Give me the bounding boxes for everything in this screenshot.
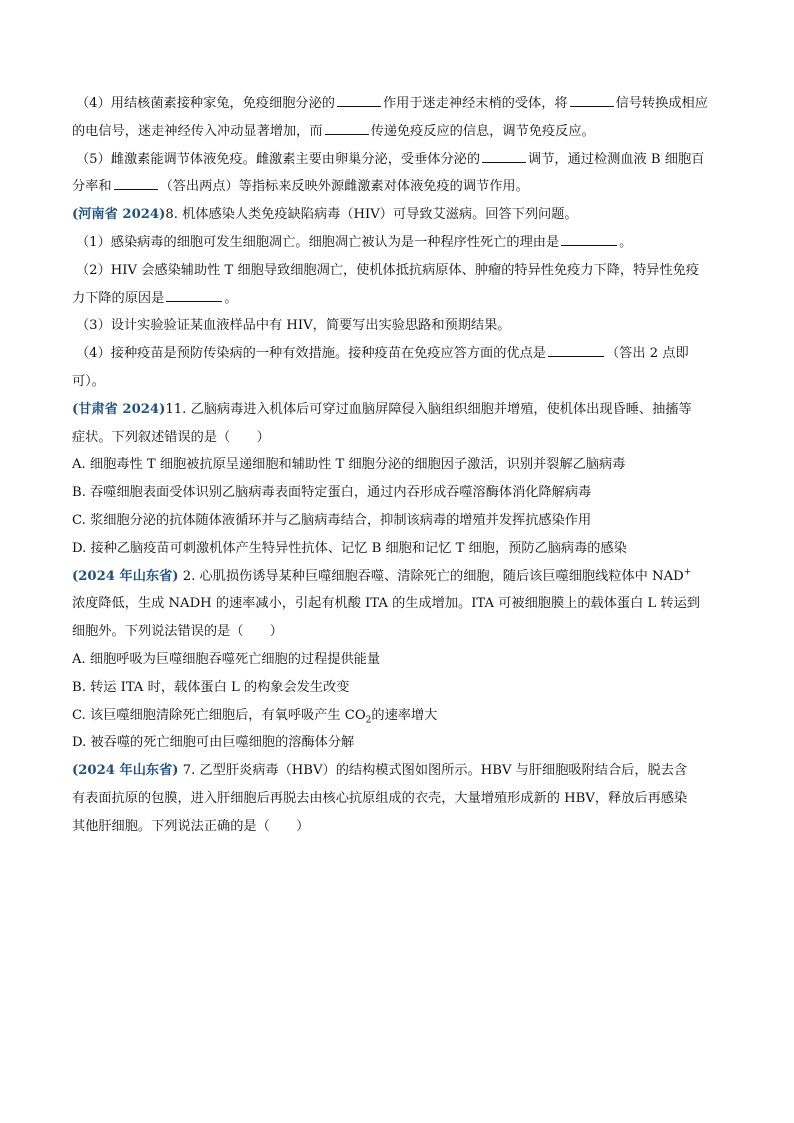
- superscript: +: [683, 567, 692, 578]
- text: 的速率增大: [371, 707, 438, 723]
- text: （4）接种疫苗是预防传染病的一种有效措施。接种疫苗在免疫应答方面的优点是: [76, 346, 546, 362]
- text: 11. 乙脑病毒进入机体后可穿过血脑屏障侵入脑组织细胞并增殖，使机体出现昏睡、抽搐等: [165, 401, 692, 417]
- text: 调节，通过检测血液 B 细胞百: [528, 151, 705, 167]
- q2-stem-line1: [72, 563, 724, 591]
- text: 作用于迷走神经末梢的受体，将: [382, 96, 568, 111]
- prev-q-part4-line2: [72, 118, 724, 146]
- q11-option-a: [72, 451, 724, 479]
- text: 信号转换成相应: [615, 96, 708, 111]
- text: （答出 2 点即: [605, 346, 689, 362]
- question-source: (甘肃省 2024): [72, 401, 166, 417]
- text: C. 该巨噬细胞清除死亡细胞后，有氧呼吸产生 CO: [72, 707, 366, 723]
- q2-stem-line2: [72, 590, 724, 618]
- text: 传递免疫反应的信息，调节免疫反应。: [370, 123, 595, 139]
- q11-stem-line2: [72, 424, 724, 452]
- q7-stem-line3: [72, 813, 724, 841]
- q8-part2-line2: [72, 285, 724, 313]
- text: 其他肝细胞。下列说法正确的是（ ）: [72, 818, 310, 834]
- q2-option-d: [72, 729, 724, 757]
- q8-part3: [72, 312, 724, 340]
- question-content: [72, 90, 724, 841]
- answer-blank: [114, 175, 158, 190]
- text: 分率和: [72, 179, 112, 195]
- answer-blank: [482, 148, 526, 163]
- text: （3）设计实验验证某血液样品中有 HIV，简要写出实验思路和预期结果。: [76, 318, 511, 334]
- q8-part1: [72, 229, 724, 257]
- text: （5）雌激素能调节体液免疫。雌激素主要由卵巢分泌，受垂体分泌的: [76, 151, 481, 167]
- text: 。: [224, 290, 238, 306]
- text: 。: [619, 234, 633, 250]
- text: 症状。下列叙述错误的是（ ）: [72, 429, 270, 445]
- text: 2. 心肌损伤诱导某种巨噬细胞吞噬、清除死亡的细胞，随后该巨噬细胞线粒体中 NAD: [178, 568, 684, 584]
- subscript: 2: [365, 715, 372, 726]
- answer-blank: [570, 92, 614, 107]
- question-source: (2024 年山东省): [72, 568, 179, 584]
- text: 浓度降低，生成 NADH 的速率减小，引起有机酸 ITA 的生成增加。ITA 可被细胞膜上的载体蛋白 L 转运到: [72, 596, 700, 612]
- q8-part2-line1: [72, 257, 724, 285]
- answer-blank: [561, 231, 617, 246]
- text: 力下降的原因是: [72, 290, 165, 306]
- text: （1）感染病毒的细胞可发生细胞凋亡。细胞凋亡被认为是一种程序性死亡的理由是: [76, 234, 560, 250]
- text: 7. 乙型肝炎病毒（HBV）的结构模式图如图所示。HBV 与肝细胞吸附结合后，脱去含: [178, 763, 688, 779]
- q2-option-c: [72, 702, 724, 730]
- prev-q-part5-line1: [72, 146, 724, 174]
- answer-blank: [337, 92, 381, 107]
- text: 的电信号，迷走神经传入冲动显著增加，而: [72, 123, 323, 139]
- text: （2）HIV 会感染辅助性 T 细胞导致细胞凋亡，使机体抵抗病原体、肿瘤的特异性免疫力下降，特异性免疫: [76, 262, 700, 278]
- text: C. 浆细胞分泌的抗体随体液循环并与乙脑病毒结合，抑制该病毒的增殖并发挥抗感染作用: [72, 512, 592, 528]
- text: 8. 机体感染人类免疫缺陷病毒（HIV）可导致艾滋病。回答下列问题。: [165, 207, 578, 223]
- text: D. 接种乙脑疫苗可刺激机体产生特异性抗体、记忆 B 细胞和记忆 T 细胞，预防乙脑病毒的感染: [72, 540, 627, 556]
- answer-blank: [325, 120, 369, 135]
- q2-option-b: [72, 674, 724, 702]
- q11-stem-line1: [72, 396, 724, 424]
- text: B. 转运 ITA 时，载体蛋白 L 的构象会发生改变: [72, 679, 350, 695]
- text: 可）。: [72, 373, 105, 389]
- text: 有表面抗原的包膜，进入肝细胞后再脱去由核心抗原组成的衣壳，大量增殖形成新的 HBV，释放后再感染: [72, 790, 688, 806]
- q8-stem: [72, 201, 724, 229]
- q7-stem-line1: [72, 757, 724, 785]
- text: A. 细胞呼吸为巨噬细胞吞噬死亡细胞的过程提供能量: [72, 651, 381, 667]
- q2-stem-line3: [72, 618, 724, 646]
- answer-blank: [166, 287, 222, 302]
- q7-stem-line2: [72, 785, 724, 813]
- q11-option-c: [72, 507, 724, 535]
- text: D. 被吞噬的死亡细胞可由巨噬细胞的溶酶体分解: [72, 735, 355, 751]
- prev-q-part4-line1: [72, 90, 724, 118]
- q8-part4-line1: [72, 340, 724, 368]
- text: （4）用结核菌素接种家兔，免疫细胞分泌的: [76, 96, 335, 111]
- question-source: (2024 年山东省): [72, 763, 179, 779]
- q11-option-d: [72, 535, 724, 563]
- question-source: (河南省 2024): [72, 207, 166, 223]
- text: A. 细胞毒性 T 细胞被抗原呈递细胞和辅助性 T 细胞分泌的细胞因子激活，识别并裂解乙脑病毒: [72, 457, 626, 473]
- prev-q-part5-line2: [72, 173, 724, 201]
- text: （答出两点）等指标来反映外源雌激素对体液免疫的调节作用。: [159, 179, 529, 195]
- q8-part4-line2: [72, 368, 724, 396]
- q2-option-a: [72, 646, 724, 674]
- text: B. 吞噬细胞表面受体识别乙脑病毒表面特定蛋白，通过内吞形成吞噬溶酶体消化降解病毒: [72, 485, 592, 501]
- q11-option-b: [72, 479, 724, 507]
- answer-blank: [548, 342, 604, 357]
- text: 细胞外。下列说法错误的是（ ）: [72, 624, 283, 640]
